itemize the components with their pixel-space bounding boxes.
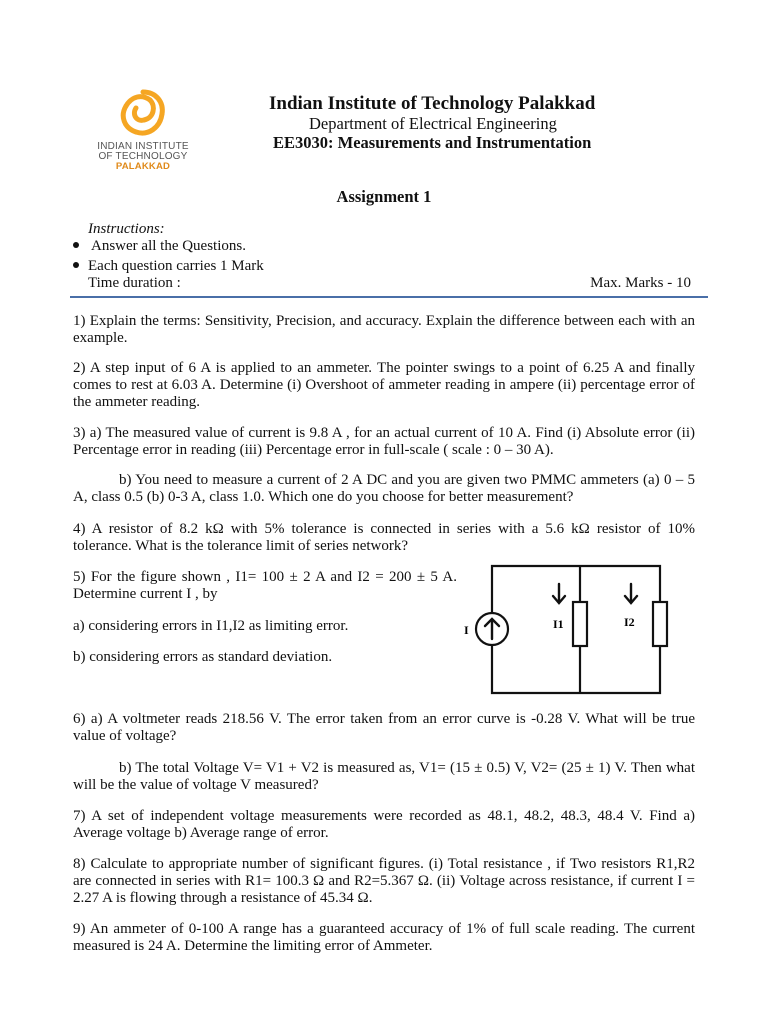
question-6a: 6) a) A voltmeter reads 218.56 V. The error taken from an error curve is -0.28 V. What will be true value of voltage? <box>73 711 695 744</box>
question-4: 4) A resistor of 8.2 kΩ with 5% tolerance is connected in series with a 5.6 kΩ resistor of 10% tolerance. What is the tolerance limit of series network? <box>73 521 695 554</box>
branch-2-label: I2 <box>624 615 635 629</box>
course-title: EE3030: Measurements and Instrumentation <box>273 133 592 152</box>
logo-line-2: OF TECHNOLOGY <box>98 151 188 162</box>
branch-1-label: I1 <box>553 617 564 631</box>
question-8: 8) Calculate to appropriate number of significant figures. (i) Total resistance , if Two resistors R1,R2 are connected in series with R1= 100.3 Ω and R2=5.367 Ω. (ii) Voltage across resistance, if current I = 2.27 A is flowing through a resistance of 45.34 Ω. <box>73 856 695 906</box>
circuit-diagram <box>452 560 672 700</box>
current-arrow-2-icon <box>625 584 637 603</box>
instruction-item-2: Each question carries 1 Mark <box>88 258 264 274</box>
bullet-icon <box>73 262 79 268</box>
question-3a: 3) a) The measured value of current is 9.8 A , for an actual current of 10 A. Find (i) Absolute error (ii) Percentage error in reading (iii) Percentage error in full-scale ( scale : 0 – 30 A). <box>73 425 695 458</box>
header-divider <box>70 296 708 298</box>
current-arrow-1-icon <box>553 584 565 603</box>
question-2: 2) A step input of 6 A is applied to an ammeter. The pointer swings to a point of 6.25 A and finally comes to rest at 6.03 A. Determine (i) Overshoot of ammeter reading in ampere (ii) percentage error of the ammeter reading. <box>73 360 695 410</box>
question-9: 9) An ammeter of 0-100 A range has a guaranteed accuracy of 1% of full scale reading. The current measured is 24 A. Determine the limiting error of Ammeter. <box>73 921 695 954</box>
institute-logo <box>92 86 194 178</box>
question-3b: b) You need to measure a current of 2 A DC and you are given two PMMC ammeters (a) 0 – 5 A, class 0.5 (b) 0-3 A, class 1.0. Which one do you choose for better measurement? <box>73 472 695 505</box>
time-duration: Time duration : <box>88 275 181 291</box>
logo-line-3: PALAKKAD <box>115 161 171 172</box>
source-label: I <box>464 623 469 637</box>
question-6b: b) The total Voltage V= V1 + V2 is measured as, V1= (15 ± 0.5) V, V2= (25 ± 1) V. Then what will be the value of voltage V measured? <box>73 760 695 793</box>
question-5a: a) considering errors in I1,I2 as limiting error. <box>73 618 349 634</box>
bullet-icon <box>73 242 79 248</box>
resistor-1-icon <box>573 602 587 646</box>
question-5b: b) considering errors as standard deviation. <box>73 649 333 665</box>
resistor-2-icon <box>653 602 667 646</box>
instructions-heading: Instructions: <box>88 221 165 237</box>
department-name: Department of Electrical Engineering <box>309 114 557 133</box>
logo-emblem-icon <box>112 86 174 142</box>
assignment-title: Assignment 1 <box>336 187 432 206</box>
question-7: 7) A set of independent voltage measurements were recorded as 48.1, 48.2, 48.3, 48.4 V. Find a) Average voltage b) Average range of error. <box>73 808 695 841</box>
instruction-item-1: Answer all the Questions. <box>91 238 246 254</box>
question-1: 1) Explain the terms: Sensitivity, Precision, and accuracy. Explain the difference between each with an example. <box>73 313 695 346</box>
question-5: 5) For the figure shown , I1= 100 ± 2 A and I2 = 200 ± 5 A. Determine current I , by <box>73 569 457 602</box>
institute-name: Indian Institute of Technology Palakkad <box>269 93 596 114</box>
logo-line-1: INDIAN INSTITUTE <box>97 141 189 152</box>
max-marks: Max. Marks - 10 <box>590 275 691 291</box>
